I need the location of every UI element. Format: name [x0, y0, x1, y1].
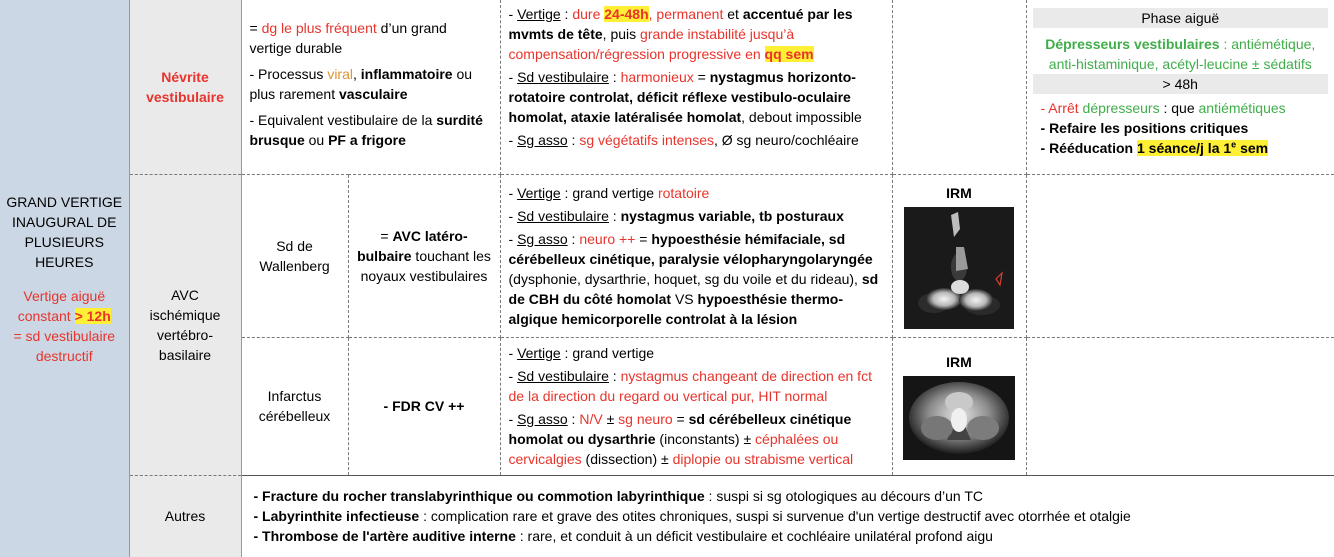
cereb-definition: - FDR CV ++ — [348, 337, 500, 475]
wallenberg-clinical: - Vertige : grand vertige rotatoire - Sd vestibulaire : nystagmus variable, tb posturaux - Sg asso : neuro ++ = hypoesthésie hémifaciale, sd cérébelleux cinétique, paralysie vélopharyngolaryngée (dysphonie, dysarthrie, hoquet, sg du voile et du rideau), sd de CBH du côté homolat VS hypoesthésie thermo-algique hemicorporelle controlat à la lésion — [500, 174, 892, 337]
wallenberg-definition: = AVC latéro-bulbaire touchant les noyaux vestibulaires — [348, 174, 500, 337]
cereb-name-cell — [241, 337, 348, 475]
nevrite-definition: = dg le plus fréquent d’un grand vertige durable - Processus viral, inflammatoire ou plus rarement vasculaire - Equivalent vestibulaire de la surdité brusque ou PF a frigore — [241, 0, 500, 174]
late-treatment: - Arrêt dépresseurs : que antiémétiques - Refaire les positions critiques - Rééducation 1 séance/j la 1e sem — [1040, 100, 1286, 156]
autres-item: - Labyrinthite infectieuse : complication rare et grave des otites chroniques, suspi si survenue d'un vertige destructif avec otorrhée et otalgie — [253, 508, 1131, 525]
category-cell — [0, 0, 129, 557]
phase-48h-header: > 48h — [1033, 74, 1329, 94]
cereb-clinical: - Vertige : grand vertige - Sd vestibulaire : nystagmus changeant de direction en fct de la direction du regard ou vertical pur, HIT normal - Sg asso : N/V ± sg neuro = sd cérébelleux cinétique homolat ou dysarthrie (inconstants) ± céphalées ou cervicalgies (dissection) ± diplopie ou strabisme vertical — [500, 337, 892, 475]
nevrite-name: Névrite vestibulaire — [146, 68, 224, 105]
category-title: GRAND VERTIGE INAUGURAL DE PLUSIEURS HEURES — [6, 193, 123, 270]
nevrite-treatment — [1026, 0, 1334, 174]
nevrite-imaging-empty — [892, 0, 1026, 174]
autres-item: - Fracture du rocher translabyrinthique ou commotion labyrinthique : suspi si sg otologiques au décours d’un TC — [253, 488, 984, 505]
autres-label: Autres — [164, 508, 206, 525]
wallenberg-mri-image — [904, 207, 1014, 329]
cereb-imaging — [892, 337, 1026, 475]
cereb-name: Infarctus cérébelleux — [258, 388, 331, 424]
nevrite-label-cell — [129, 0, 241, 174]
autres-item: - Thrombose de l'artère auditive interne : rare, et conduit à un déficit vestibulaire et cochléaire unilatéral profond aigu — [253, 528, 993, 545]
autres-content — [241, 475, 1334, 557]
phase-acute-header: Phase aiguë — [1033, 8, 1329, 28]
category-subtitle: Vertige aiguë constant > 12h = sd vestibulaire destructif — [13, 287, 116, 364]
nevrite-clinical: - Vertige : dure 24-48h, permanent et accentué par les mvmts de tête, puis grande instabilité jusqu’à compensation/régression progressive en qq sem - Sd vestibulaire : harmonieux = nystagmus horizonto-rotatoire controlat, déficit réflexe vestibulo-oculaire homolat, ataxie latéralisée homolat, debout impossible - Sg asso : sg végétatifs intenses, Ø sg neuro/cochléaire — [500, 0, 892, 174]
avc-label-cell — [129, 174, 241, 475]
wallenberg-treatment-empty — [1026, 174, 1334, 337]
avc-label: AVC ischémique vertébro-basilaire — [149, 286, 221, 363]
wallenberg-irm-label: IRM — [946, 184, 972, 201]
wallenberg-imaging — [892, 174, 1026, 337]
wallenberg-name: Sd de Wallenberg — [259, 237, 330, 274]
autres-label-cell — [129, 475, 241, 557]
cereb-mri-image — [903, 376, 1015, 460]
acute-treatment: Dépresseurs vestibulaires : antiémétique, anti-histaminique, acétyl-leucine ± sédatifs — [1045, 36, 1316, 72]
wallenberg-name-cell — [241, 174, 348, 337]
cereb-treatment-empty — [1026, 337, 1334, 475]
cereb-irm-label: IRM — [946, 353, 972, 370]
